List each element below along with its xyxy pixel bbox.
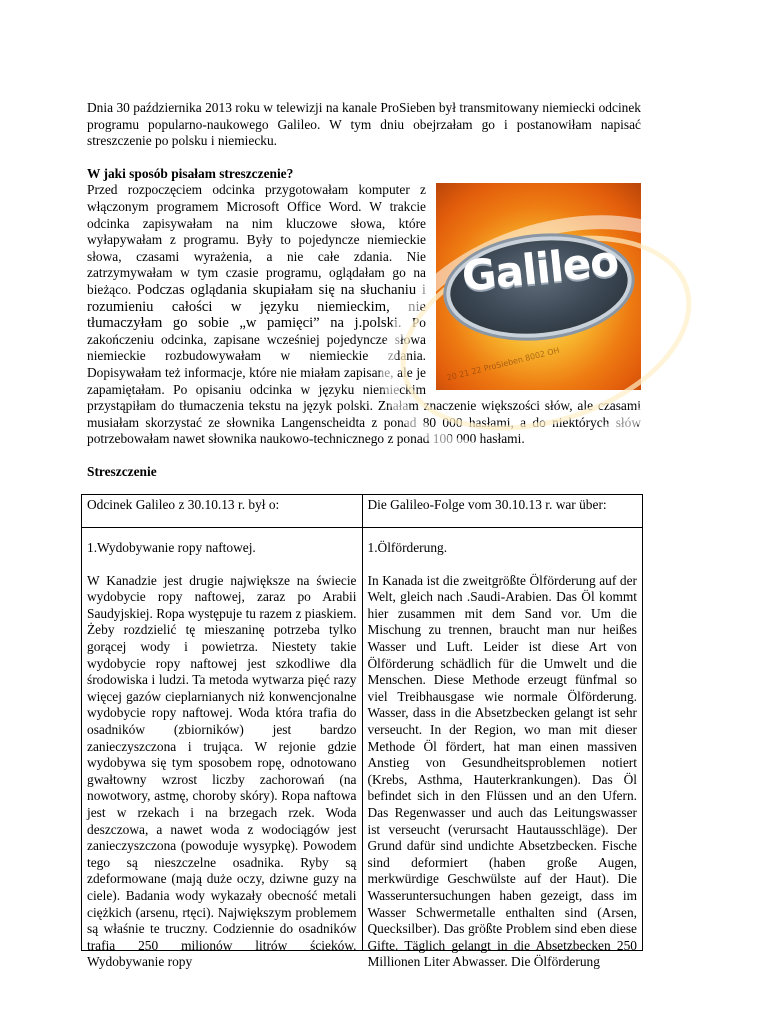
polish-summary-text: W Kanadzie jest drugie największe na świecie wydobycie ropy naftowej, zaraz po Arabii Saudyjskiej. Ropa występuje tu razem z piaskiem. Żeby rozdzielić tę mieszaninę potrzeba tylko gorącej wody i powietrza. Niestety takie wydobycie ropy naftowej jest szkodliwe dla środowiska i ludzi. Ta metoda wytwarza pięć razy więcej gazów cieplarnianych niż konwencjonalne wydobycie ropy naftowej. Woda która trafia do osadników (zbiorników) jest bardzo zanieczyszczona i trująca. W rejonie gdzie wydobywa się tym sposobem ropę, odnotowano gwałtowny wzrost liczby zachorowań (na nowotwory, astmę, choroby skóry). Ropa naftowa jest w rzekach i na brzegach rzek. Woda deszczowa, a nawet woda z wodociągów jest zanieczyszczona (powoduje wysypkę). Powodem tego są nieszczelne osadnika. Ryby są zdeformowane (mają duże oczy, dziwne guzy na ciele). Badania wody wykazały obecność metali ciężkich (arsenu, rtęci). Największym problemem są właśnie te truczny. Codziennie do osadników trafia 250 milionów litrów ścieków. Wydobywanie ropy	[87, 572, 357, 970]
howto-section	[87, 166, 641, 448]
howto-heading: W jaki sposób pisałam streszczenie?	[87, 165, 294, 181]
howto-part-1: Przed rozpoczęciem odcinka przygotowałam komputer z włączonym programem Microsoft Office Word. W trakcie odcinka zapisywałam na nim kluczowe słowa, które wyłapywałam z programu. Były to pojedyncze niemieckie słowa, czasami wyrażenia, a nie całe zdania. Nie zatrzymywałam w tym czasie programu, oglądałam go na bieżąco.	[87, 182, 426, 297]
galileo-logo-image	[436, 183, 641, 390]
summary-heading: Streszczenie	[87, 463, 157, 479]
intro-paragraph: Dnia 30 października 2013 roku w telewizji na kanale ProSieben był transmitowany niemiecki odcinek programu popularno-naukowego Galileo. W tym dniu obejrzałam go i postanowiłam napisać streszczenie po polsku i niemiecku.	[87, 100, 641, 149]
german-column-header: Die Galileo-Folge vom 30.10.13 r. war über:	[362, 495, 643, 528]
document-page	[87, 100, 641, 970]
polish-section-title: 1.Wydobywanie ropy naftowej.	[87, 540, 256, 556]
summary-table	[81, 494, 643, 970]
galileo-logo-text: Galileo	[459, 236, 621, 302]
howto-part-3: Po zakończeniu odcinka, zapisane wcześniej pojedyncze słowa niemieckie rozbudowywałam w niemieckie zdania. Dopisywałam też informacje, które nie miałam zapisane, ale je zapamiętałam. Po opisaniu odcinka w języku niemieckim przystąpiłam do tłumaczenia tekstu na język polski. Znałam znaczenie większości słów, ale czasami musiałam skorzystać ze słownika Langenscheidta z ponad 80 000 hasłami, a do niektórych słów potrzebowałam nawet słownika naukowo-technicznego z ponad 100 000 hasłami.	[87, 315, 641, 447]
polish-column-header: Odcinek Galileo z 30.10.13 r. był o:	[82, 495, 363, 528]
german-summary-text: In Kanada ist die zweitgrößte Ölförderung auf der Welt, gleich nach .Saudi-Arabien. Das Öl kommt hier zusammen mit dem Sand vor. Um die Mischung zu trennen, braucht man nur heißes Wasser und Luft. Leider ist diese Art von Ölförderung schädlich für die Umwelt und die Menschen. Diese Methode erzeugt fünfmal so viel Treibhausgase wie normale Ölförderung. Wasser, dass in die Absetzbecken gelangt ist sehr verseucht. In der Region, wo man mit dieser Methode Öl fördert, hat man einen massiven Anstieg von Gesundheitsproblemen notiert (Krebs, Asthma, Hauterkrankungen). Das Öl befindet sich in den Flüssen und an den Ufern. Das Regenwasser und auch das Leitungswasser ist verseucht (verursacht Hautausschläge). Der Grund dafür sind undichte Absetzbecken. Fische sind deformiert (haben große Augen, merkwürdige Geschwülste auf der Haut). Die Wasseruntersuchungen haben gezeigt, dass im Wasser Schwermetalle enthalten sind (Arsen, Quecksilber). Das größte Problem sind eben diese Gifte. Täglich gelangt in die Absetzbecken 250 Millionen Liter Abwasser. Die Ölförderung	[367, 572, 637, 970]
german-section-title: 1.Ölförderung.	[367, 540, 448, 556]
howto-part-2: Podczas oglądania skupiałam się na słuchaniu i rozumieniu całości w języku niemieckim, nie tłumaczyłam go sobie „w pamięci” na j.polski.	[87, 281, 426, 332]
german-summary-cell	[362, 528, 643, 970]
polish-summary-cell	[82, 528, 363, 970]
table-header-row	[82, 495, 643, 528]
logo-strip-text: 20 21 22 ProSieben 8002 OH	[445, 346, 561, 383]
table-row	[82, 528, 643, 951]
